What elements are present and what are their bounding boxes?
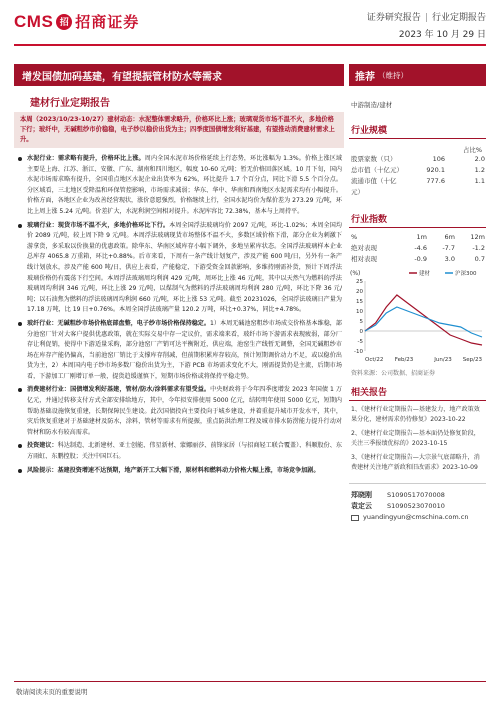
index-row-value: -7.7 [442, 244, 455, 252]
sidebar [349, 92, 486, 523]
analyst-name: 郑晓刚 [351, 491, 372, 499]
analyst-id: S1090517070008 [387, 491, 445, 499]
y-tick-label: 25 [356, 279, 363, 285]
legend-label: 建材 [419, 271, 431, 277]
analyst-section [349, 483, 486, 523]
scale-unit-head: 占比% [462, 146, 482, 154]
bullet-dot-icon [18, 444, 22, 448]
analyst-name: 袁定云 [351, 502, 372, 510]
related-report-item: 1、《建材行业定期报告—基建发力，地产政策效果分化，建材需求仍待修复》2023-10-22 [351, 406, 480, 423]
bullet-list [14, 154, 344, 476]
bullet-text: 科达制造、北新建材、亚士创能、伟星新材、蒙娜丽莎、前锋家居（与招商轻工联合覆盖）、科顺股份、东方雨虹、东鹏控股；关注中国巨石。 [27, 442, 343, 461]
scale-row [349, 154, 486, 165]
bullet-dot-icon [18, 469, 22, 473]
index-title: 行业指数 [349, 212, 486, 228]
bullet-dot-icon [18, 224, 22, 228]
index-row-label: 绝对表现 [351, 244, 377, 252]
bullet-lead: 投资建议： [27, 442, 58, 450]
index-head-cell: % [351, 233, 358, 241]
series-line [365, 307, 482, 337]
related-reports-section [349, 385, 486, 473]
rating-banner [349, 64, 486, 86]
page-footer [14, 681, 486, 696]
bullet-text: 中央财政将于今年四季度增发 2023 年国债 1 万亿元，并通过转移支付方式全部安排给地方，其中，今年拟安排使用 5000 亿元，结转明年使用 5000 亿元，短期内帮助基础设施恢复重建，长期保障民生建设。此次国债投向主要投向于城乡建设，并着重提升城市开发水平，其中，灾后恢复重建对于基础建材及防水，涂料，管材等需求有所提振，重点防洪治理工程及城市排水防涝能力提升行动对管材和防水有较高需求。 [27, 386, 343, 436]
index-head-cell: 12m [470, 233, 485, 241]
scale-value: 106 [432, 155, 445, 163]
company-logo [14, 11, 139, 32]
related-report-item: 2、《建材行业定期报告—基本面仍处修复阶段，关注三季报绩优标的》2023-10-15 [351, 430, 480, 447]
industry-name: 中游制造/建材 [351, 101, 393, 109]
index-row-label: 相对表现 [351, 255, 377, 263]
index-row-value: -4.6 [414, 244, 427, 252]
index-table-head [349, 232, 486, 243]
scale-share: 1.1 [474, 177, 485, 185]
bullet-item [14, 466, 344, 477]
bullet-item [14, 319, 344, 383]
related-title: 相关报告 [349, 385, 486, 401]
index-row-value: 3.0 [444, 255, 455, 263]
bullet-text: 周内全国水泥市场价格延续上行态势，环比涨幅为 1.3%。价格上涨区域主要是上海、江苏、浙江、安徽、广东、湖南和四川地区，幅度 10-60 元/吨；暂无价格回落区域。10 月下旬，国内水泥市场需求略有提升，全国重点地区水泥企业出货率为 62%，环比提升 1.7 个百分点，同比下滑 5.5 个百分点。分区域看，三北地区受降温和环保管控影响，市场需求减弱；华东、华中、华南和西南地区水泥需求均有小幅提升。价格方面，各地区企业为改善经营现状，涨价意愿强烈，价格继续上行，全国水泥均价为煤价差为 273.29 元/吨，环比上周上涨 5.24 元/吨。价差扩大，水泥利润空间相对提升。水泥库容比 72.38%，基本与上周持平。 [27, 155, 342, 215]
bullet-lead: 水泥行业：需求略有提升，价格环比上涨。 [27, 155, 145, 162]
logo-cms-text: CMS [14, 11, 54, 31]
x-tick-label: Jun/23 [434, 357, 452, 363]
chart-source: 资料来源：公司数据、招商证券 [351, 370, 436, 377]
index-chart [349, 267, 486, 367]
chart-ylabel: (%) [350, 270, 361, 277]
logo-badge-icon: 招 [56, 14, 72, 30]
index-row [349, 243, 486, 254]
analyst-email: yuandingyun@cmschina.com.cn [363, 513, 469, 521]
y-tick-label: -10 [354, 349, 363, 355]
index-row-value: -1.2 [472, 244, 485, 252]
y-tick-label: 10 [356, 309, 363, 315]
scale-value: 777.6 [426, 177, 445, 185]
headline-text: 增发国债加码基建，有望提振管材防水等需求 [22, 71, 222, 83]
summary-box: 本周（2023/10/23-10/27）建材动态：水泥整体需求略升，价格环比上涨；玻璃观货市场不温不火，多地价格下行；玻纤中，无碱粗纱市价稳稳，电子纱以稳价出货为主；四季度国债增发利好基建，有望推动消费建材需求上升。 [14, 112, 344, 148]
footer-note: 敬请阅读末页的重要说明 [16, 688, 88, 696]
index-head-cell: 1m [416, 233, 427, 241]
analyst-row [349, 490, 486, 501]
scale-share: 2.0 [474, 155, 485, 163]
mail-icon [351, 515, 359, 521]
bullet-lead: 玻纤行业：无碱粗纱市场价格底部盘整，电子纱市场价格保持稳定。 [27, 319, 211, 327]
index-row [349, 254, 486, 265]
scale-value: 920.1 [426, 166, 445, 174]
industry-scale-section [349, 123, 486, 198]
analyst-id: S1090523070010 [387, 502, 445, 510]
bullet-item [14, 154, 344, 218]
y-tick-label: 15 [356, 299, 363, 305]
x-tick-label: Oct/22 [365, 357, 384, 363]
related-report-item: 3、《建材行业定期报告—大宗景气底部略升，消费建材关注地产新政和旧改需求》2023-10-09 [351, 454, 480, 471]
index-table [349, 243, 486, 265]
bullet-lead: 玻璃行业：现货市场不温不火，多地价格环比下行。 [27, 221, 170, 229]
scale-label: 股票家数（只） [351, 155, 397, 163]
logo-cn-text: 招商证券 [75, 13, 140, 31]
bullet-dot-icon [18, 322, 22, 326]
scale-row [349, 165, 486, 176]
report-title: 建材行业定期报告 [30, 98, 110, 109]
scale-label: 总市值（十亿元） [351, 166, 403, 174]
rating-text: 推荐 [355, 71, 375, 83]
industry-index-section [349, 212, 486, 377]
page-header [0, 0, 500, 50]
x-tick-label: Sep/23 [462, 357, 482, 363]
y-tick-label: 20 [356, 289, 363, 295]
scale-table [349, 154, 486, 198]
header-divider [14, 44, 486, 46]
index-row-value: 0.7 [474, 255, 485, 263]
scale-share: 1.2 [474, 166, 485, 174]
index-row-value: -0.9 [414, 255, 427, 263]
legend-label: 沪深300 [455, 271, 477, 277]
bullet-text: 1）本周无碱池窑粗纱市场成交价格基本维稳，部分池窑厂针对大客户提供优惠政策，就在实际交易中存一定议价，需求端来看，玻纤市场下游需求表现疲弱，部分厂存让利促销，使得中下游适量采购，部分池窑厂产销可达平衡附近，供应端，池窑生产线暂无调整，全国无碱粗纱市场在库存产能仍偏高，当前池窑厂销比于支撑库存削减，但前期积累库存较高，预计短期调价动力不足，或以稳价出货为主，2）本周国内电子纱市场多数厂稳价出货为主，下游 PCB 市场需求变化不大，刚需提货仍是主流，后期市场看，下游加工厂刚增订单一般，提货趋缓谨慎下，短期市场价格或将保持平稳走势。 [27, 319, 342, 380]
report-date: 2023 年 10 月 29 日 [398, 30, 486, 40]
index-head-cell: 6m [444, 233, 455, 241]
series-line [365, 295, 482, 345]
scale-row [349, 176, 486, 198]
bullet-item [14, 385, 344, 438]
related-list [349, 401, 486, 473]
scale-label: 流通市值（十亿元） [351, 177, 397, 196]
report-type: 行业定期报告 [431, 13, 486, 23]
bullet-lead: 消费建材行业：国债增发利好基建，管材/防水/涂料需求有望受益。 [27, 386, 211, 394]
bullet-dot-icon [18, 157, 22, 161]
header-meta: 证券研究报告 | 行业定期报告 2023 年 10 月 29 日 [367, 10, 486, 44]
index-line-chart [349, 267, 486, 365]
analyst-email-row [349, 512, 486, 523]
main-column [14, 112, 344, 479]
x-tick-label: Feb/23 [394, 357, 414, 363]
y-tick-label: 5 [359, 319, 363, 325]
bullet-lead: 风险提示：基建投资增速不达预期，地产新开工大幅下滑，原材料和燃料动力价格大幅上涨，市场竞争加剧。 [27, 466, 320, 474]
y-tick-label: 0 [359, 329, 363, 335]
headline-banner [14, 64, 344, 86]
y-tick-label: -5 [357, 339, 363, 345]
bullet-text: 本周全国浮法玻璃均价 2097 元/吨，环比-1.02%；本周全国均价 2089 元/吨，较上周下降 9 元/吨。本周浮法玻璃现货市场整体不温不火，多数区域价格下滑，部分企业为刺激下游拿货，多采取以价换量的优惠政策。除华东、华南区域库存小幅下调外，多地呈累库状态。全国浮法玻璃样本企业总库存 4065.8 万重箱，环比+0.88%。后市来看，下周有一条产线计划复产，涉及产能 600 吨/日，另外有一条产线计划放水，涉及产能 600 吨/日，供应上表看，产能稳定，下游受资金回款影响，多维持刚需补货，预计下周浮法玻璃价格仍有震荡下行空间。本周浮法玻璃周均利润 429 元/吨，周环比上涨 46 元/吨，其中以天然气为燃料的浮法玻璃周均利润 346 元/吨，环比上涨 29 元/吨，以煤制气为燃料的浮法玻璃周均利润 280 元/吨，环比下降 36 元/吨；以石油焦为燃料的浮法玻璃周均利润 660 元/吨，环比上涨 53 元/吨。截至 20231026，全国浮法玻璃日产量为 17.18 万吨，比 19 日+0.76%。本周全国浮法玻璃产量 120.2 万吨，环比+0.37%，同比+4.78%。 [27, 221, 342, 314]
rating-sub: （维持） [378, 70, 408, 80]
bullet-dot-icon [18, 388, 22, 392]
bullet-item [14, 441, 344, 462]
scale-title: 行业规模 [349, 123, 486, 139]
analyst-row [349, 501, 486, 512]
bullet-item [14, 221, 344, 316]
doc-type: 证券研究报告 [366, 13, 421, 23]
